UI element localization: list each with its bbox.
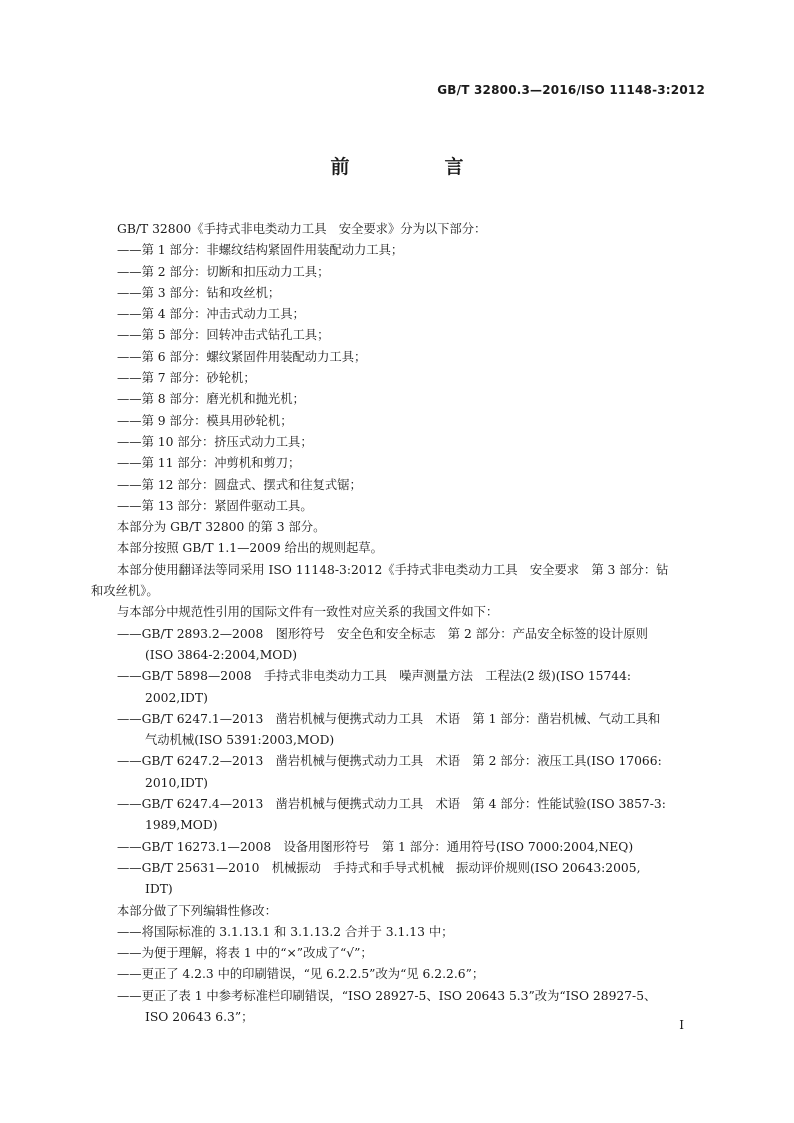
list-item: ——将国际标准的 3.1.13.1 和 3.1.13.2 合并于 3.1.13 中； <box>117 924 454 939</box>
list-item: ——第 8 部分：磨光机和抛光机； <box>117 392 305 407</box>
list-item: ——第 11 部分：冲剪机和剪刀； <box>117 456 301 471</box>
list-item-continuation: ISO 20643 6.3”； <box>145 1009 254 1024</box>
list-item-continuation: 2010,IDT) <box>145 775 208 790</box>
list-item: ——GB/T 16273.1—2008 设备用图形符号 第 1 部分：通用符号(ISO 7000:2004,NEQ) <box>117 839 634 854</box>
page-title: 前 言 <box>330 156 502 178</box>
list-item-continuation: (ISO 3864-2:2004,MOD) <box>145 647 298 662</box>
list-item: ——第 13 部分：紧固件驱动工具。 <box>117 498 313 513</box>
list-item: ——更正了表 1 中参考标准栏印刷错误，“ISO 28927-5、ISO 20643 5.3”改为“ISO 28927-5、 <box>117 988 657 1003</box>
list-item: ——第 12 部分：圆盘式、摆式和往复式锯； <box>117 477 362 492</box>
list-item: ——第 2 部分：切断和扣压动力工具； <box>117 264 330 279</box>
list-item-continuation: IDT) <box>145 882 173 897</box>
document-body <box>91 219 705 1028</box>
list-item: ——第 5 部分：回转冲击式钻孔工具； <box>117 328 330 343</box>
paragraph-line: 本部分为 GB/T 32800 的第 3 部分。 <box>117 520 326 535</box>
list-item: ——GB/T 5898—2008 手持式非电类动力工具 噪声测量方法 工程法(2 级)(ISO 15744: <box>117 669 632 684</box>
paragraph-line: 本部分做了下列编辑性修改： <box>117 903 277 918</box>
list-item-continuation: 2002,IDT) <box>145 690 208 705</box>
list-item: ——更正了 4.2.3 中的印刷错误，“见 6.2.2.5”改为“见 6.2.2.6”； <box>117 967 485 982</box>
list-item: ——第 7 部分：砂轮机； <box>117 371 256 386</box>
paragraph-line: 本部分按照 GB/T 1.1—2009 给出的规则起草。 <box>117 541 383 556</box>
list-item: ——第 10 部分：挤压式动力工具； <box>117 434 313 449</box>
list-item: ——第 4 部分：冲击式动力工具； <box>117 307 305 322</box>
list-item: ——GB/T 6247.4—2013 凿岩机械与便携式动力工具 术语 第 4 部分：性能试验(ISO 3857-3: <box>117 797 666 812</box>
list-item: ——GB/T 25631—2010 机械振动 手持式和手导式机械 振动评价规则(ISO 20643:2005, <box>117 860 641 875</box>
list-item-continuation: 1989,MOD) <box>145 818 218 833</box>
list-item-continuation: 气动机械(ISO 5391:2003,MOD) <box>145 733 335 748</box>
list-item: ——第 9 部分：模具用砂轮机； <box>117 413 293 428</box>
list-item: ——第 6 部分：螺纹紧固件用装配动力工具； <box>117 349 367 364</box>
paragraph-line: GB/T 32800《手持式非电类动力工具 安全要求》分为以下部分： <box>117 222 487 236</box>
list-item: ——第 1 部分：非螺纹结构紧固件用装配动力工具； <box>117 243 404 258</box>
list-item: ——第 3 部分：钻和攻丝机； <box>117 285 281 300</box>
list-item: ——GB/T 6247.1—2013 凿岩机械与便携式动力工具 术语 第 1 部分：凿岩机械、气动工具和 <box>117 711 661 726</box>
paragraph-line: 与本部分中规范性引用的国际文件有一致性对应关系的我国文件如下： <box>117 605 499 620</box>
paragraph-line: 本部分使用翻译法等同采用 ISO 11148-3:2012《手持式非电类动力工具 安全要求 第 3 部分：钻 <box>117 562 669 577</box>
list-item: ——GB/T 2893.2—2008 图形符号 安全色和安全标志 第 2 部分：产品安全标签的设计原则 <box>117 626 648 641</box>
paragraph-continuation: 和攻丝机》。 <box>91 584 159 599</box>
list-item: ——GB/T 6247.2—2013 凿岩机械与便携式动力工具 术语 第 2 部分：液压工具(ISO 17066: <box>117 754 662 769</box>
list-item: ——为便于理解，将表 1 中的“×”改成了“√”； <box>117 946 373 961</box>
standard-number: GB/T 32800.3—2016/ISO 11148-3:2012 <box>437 83 705 97</box>
page-number: I <box>679 1018 684 1032</box>
